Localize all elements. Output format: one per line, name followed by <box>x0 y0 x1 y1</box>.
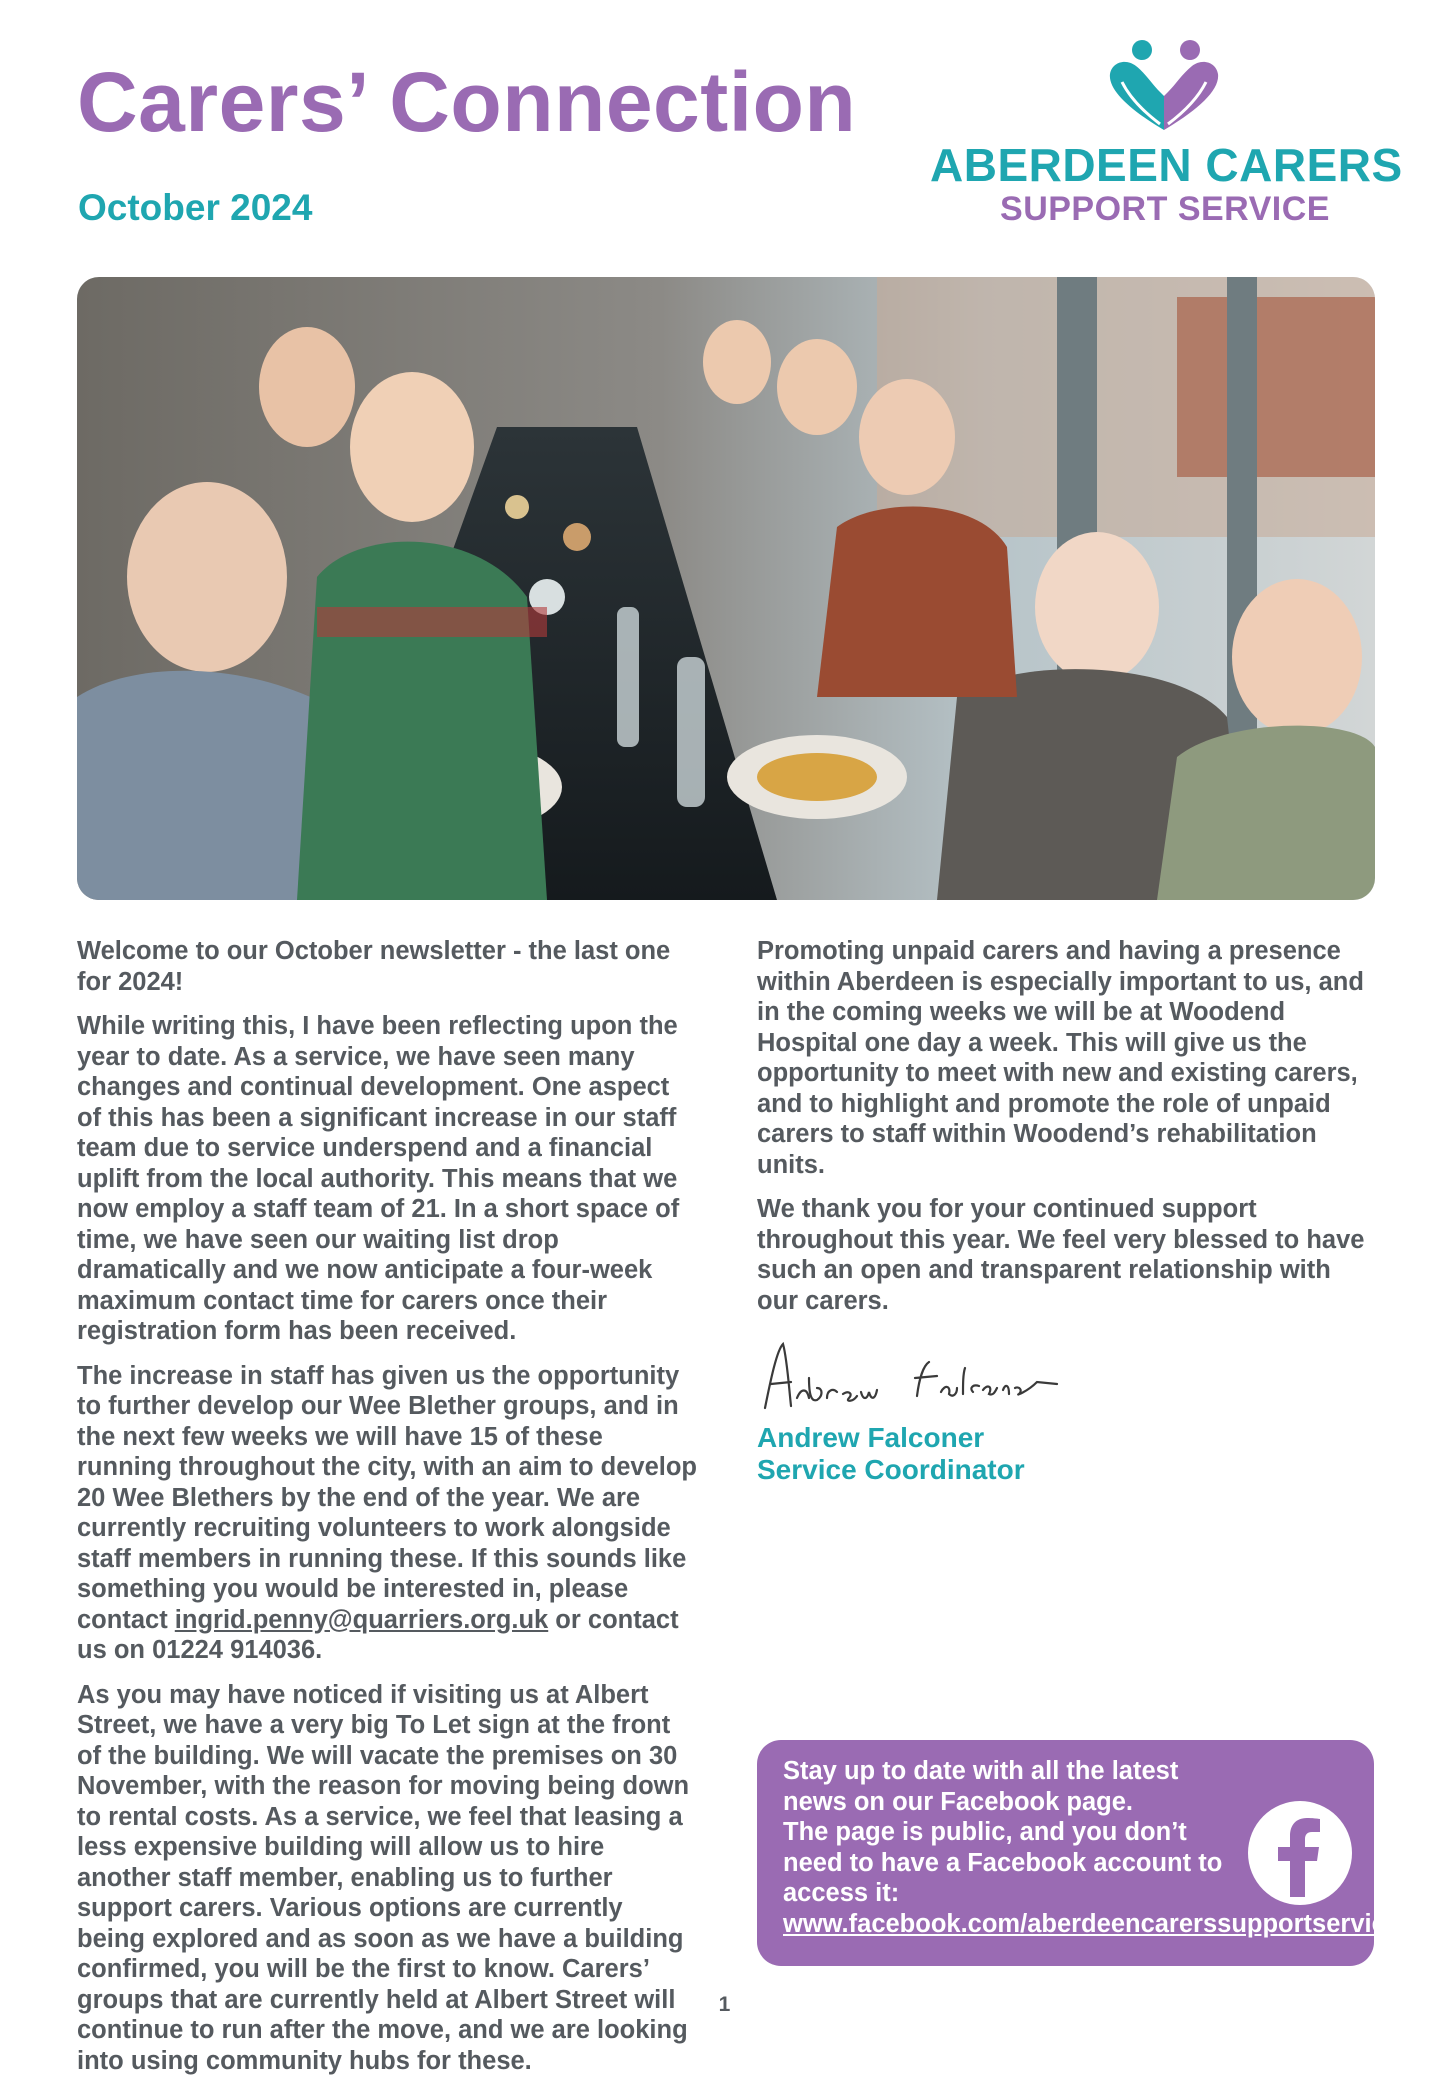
facebook-text-2: The page is public, and you don’t need to have a Facebook account to access it: www.facebook.com/aberdeencarerssupportservice <box>783 1818 1400 1938</box>
signatory-name: Andrew Falconer <box>757 1422 985 1453</box>
logo-line-1: ABERDEEN CARERS <box>930 139 1403 191</box>
signatory-role: Service Coordinator <box>757 1454 1025 1485</box>
article-paragraph-wee-blether: The increase in staff has given us the opportunity to further develop our Wee Blether groups, and in the next few weeks we will have 15 of these running throughout the city, with an aim to develop 20 Wee Blethers by the end of the year. We are currently recruiting volunteers to work alongside staff members in running these. If this sounds like something you would be interested in, please contact ingrid.penny@quarriers.org.uk or contact us on 01224 914036. <box>77 1361 698 1664</box>
signature <box>757 1338 1377 1416</box>
facebook-icon[interactable] <box>1248 1801 1352 1905</box>
newsletter-title: Carers’ Connection <box>77 55 857 149</box>
facebook-link[interactable]: www.facebook.com/aberdeencarerssupportservice <box>783 1909 1400 1938</box>
article-paragraph-woodend: Promoting unpaid carers and having a presence within Aberdeen is especially important to us, and in the coming weeks we will be at Woodend Hospital one day a week. This will give us the opportunity to meet with new and existing carers, and to highlight and promote the role of unpaid carers to staff within Woodend’s rehabilitation units. <box>757 937 1364 1179</box>
article-column-left <box>77 936 697 2090</box>
article-paragraph-thanks: We thank you for your continued support throughout this year. We feel very blessed to have such an open and transparent relationship with our carers. <box>757 1195 1365 1315</box>
article-column-right <box>757 936 1377 1486</box>
group-dining-photo <box>77 277 1375 900</box>
aberdeen-carers-logo <box>930 38 1403 238</box>
article-intro: Welcome to our October newsletter - the last one for 2024! <box>77 937 671 996</box>
page-number: 1 <box>718 1993 731 2016</box>
email-link[interactable]: ingrid.penny@quarriers.org.uk <box>174 1605 549 1634</box>
two-people-heart-logo-icon <box>1100 38 1230 138</box>
facebook-callout <box>757 1740 1400 1966</box>
logo-line-2: SUPPORT SERVICE <box>1000 190 1330 228</box>
article-paragraph-staff: While writing this, I have been reflecting upon the year to date. As a service, we have seen many changes and continual development. One aspect of this has been a significant increase in our staff team due to service underspend and a financial uplift from the local authority. This means that we now employ a staff team of 21. In a short space of time, we have seen our waiting list drop dramatically and we now anticipate a four-week maximum contact time for carers once their registration form has been received. <box>77 1012 680 1345</box>
article-paragraph-move: As you may have noticed if visiting us at Albert Street, we have a very big To Let sign at the front of the building. We will vacate the premises on 30 November, with the reason for moving being down to rental costs. As a service, we feel that leasing a less expensive building will allow us to hire another staff member, enabling us to further support carers. Various options are currently being explored and as soon as we have a building confirmed, you will be the first to know. Carers’ groups that are currently held at Albert Street will continue to run after the move, and we are looking into using community hubs for these. <box>77 1680 690 2075</box>
issue-date: October 2024 <box>78 187 313 228</box>
facebook-text-1: Stay up to date with all the latest news on our Facebook page. <box>783 1757 1179 1816</box>
